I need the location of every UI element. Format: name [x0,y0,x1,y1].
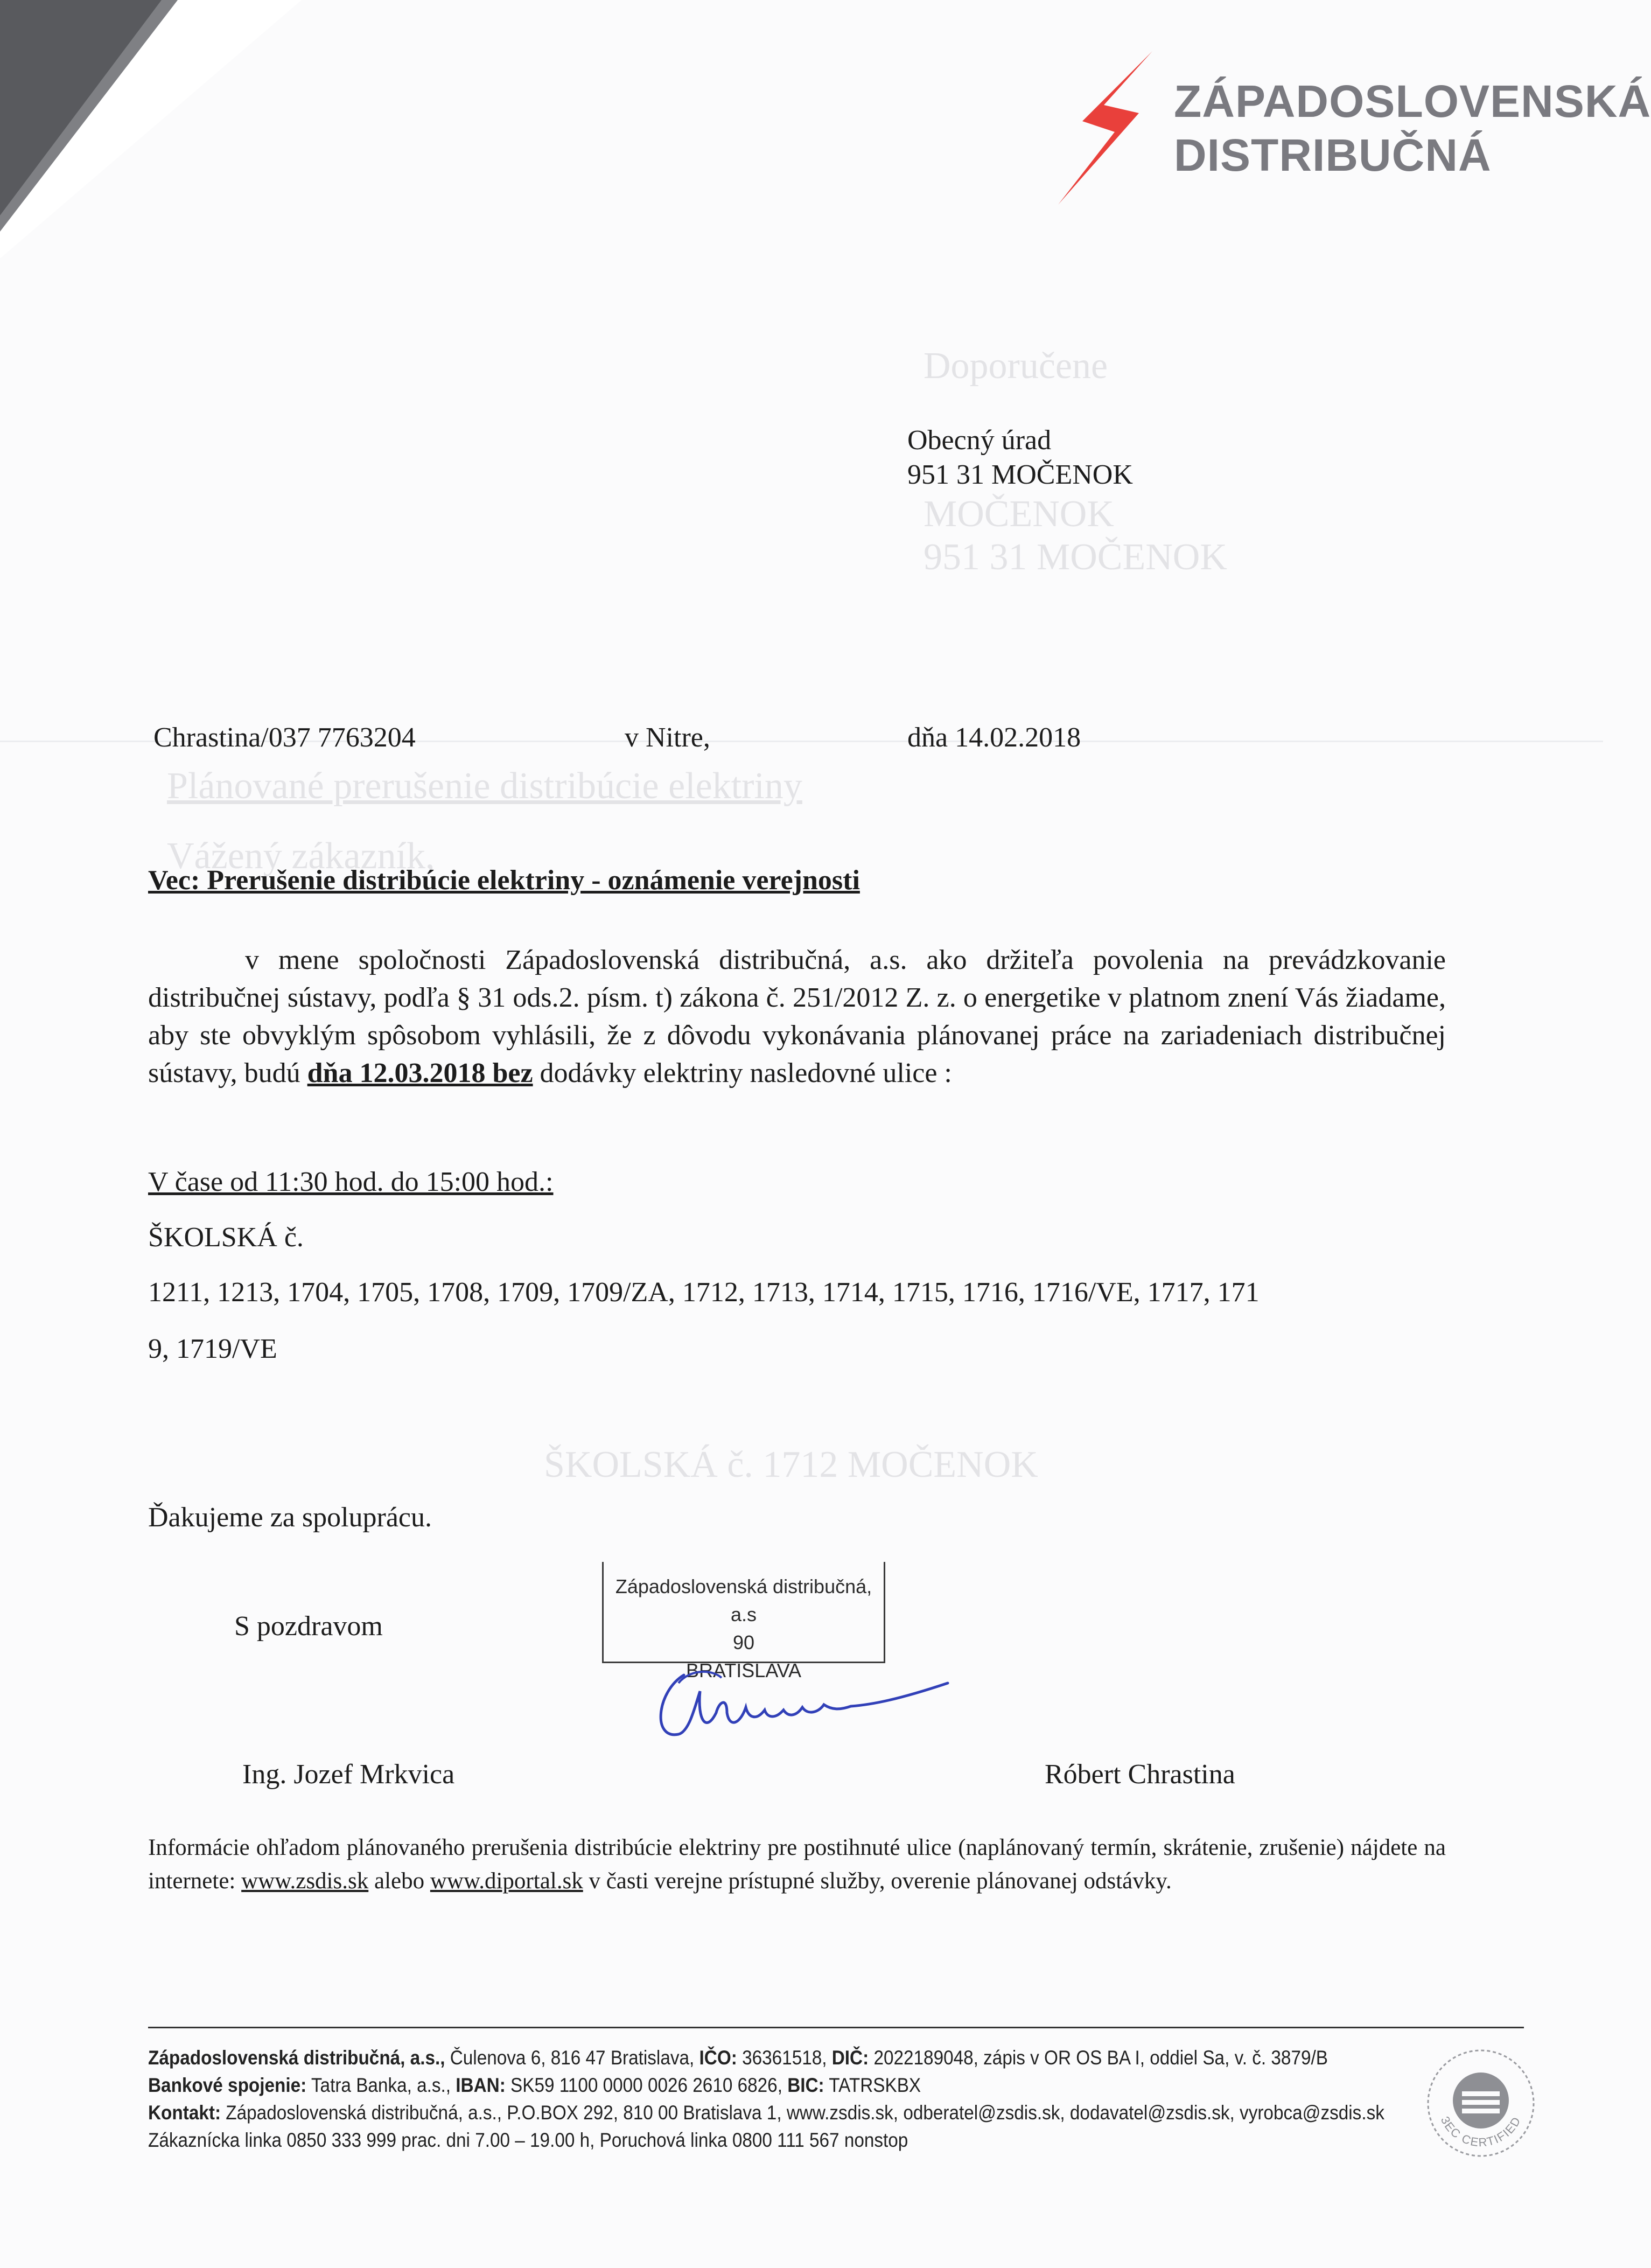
info-text-mid: alebo [374,1868,425,1894]
footer-line-bank: Bankové spojenie: Tatra Banka, a.s., IBAN: SK59 1100 0000 0026 2610 6826, BIC: TATRSKBX [148,2074,921,2096]
bleed-through-line: 951 31 MOČENOK [924,536,1227,578]
stamp-city: BRATISLAVA [685,1659,802,1681]
company-logo-name-line2: DISTRIBUČNÁ [1174,130,1492,180]
signatory-left: Ing. Jozef Mrkvica [242,1759,455,1790]
company-stamp [602,1562,885,1681]
company-footer [148,2044,1384,2154]
bleed-through-line: Doporučene [924,345,1108,387]
recipient-name: Obecný úrad [907,425,1052,456]
certification-label: 3EC CERTIFIED [1438,2114,1524,2150]
body-text-part1: v mene spoločnosti Západoslovenská distribučná, a.s. ako držiteľa povolenia na prevádzkovanie distribučnej sústavy, podľa § 31 ods.2. písm. t) zákona č. 251/2012 Z. z. o energetike v platnom znení Vás žiadame, aby ste obvyklým spôsobom vyhlásili, že z dôvodu vykonávania plánovanej práce na zariadeniach distribučnej sústavy, budú [148,945,1446,1088]
certification-seal-icon [1422,2044,1540,2162]
body-text-part2: dodávky elektriny nasledovné ulice : [540,1058,952,1088]
letter-subject: Vec: Prerušenie distribúcie elektriny - oznámenie verejnosti [148,865,860,896]
bleed-through-line: Vážený zákazník, [167,835,435,877]
reference-contact: Chrastina/037 7763204 [153,722,416,753]
lightning-bolt-icon [1058,51,1166,205]
bleed-through-line: ŠKOLSKÁ č. 1712 MOČENOK [544,1444,1038,1485]
footer-line-company: Západoslovenská distribučná, a.s., Čulenova 6, 816 47 Bratislava, IČO: 36361518, DIČ: 2022189048, zápis v OR OS BA I, oddiel Sa, v. č. 3879/B [148,2047,1328,2069]
signatory-right: Róbert Chrastina [1045,1759,1235,1790]
letter-body [148,941,1446,1092]
recipient-address: 951 31 MOČENOK [907,459,1133,490]
diportal-link[interactable]: www.diportal.sk [430,1868,583,1894]
folded-corner [0,0,302,259]
outage-street: ŠKOLSKÁ č. [148,1222,304,1253]
greeting-text: S pozdravom [234,1611,383,1642]
footer-line-hotline: Zákaznícka linka 0850 333 999 prac. dni 7.00 – 19.00 h, Poruchová linka 0800 111 567 nonstop [148,2129,908,2151]
footer-line-contact: Kontakt: Západoslovenská distribučná, a.s., P.O.BOX 292, 810 00 Bratislava 1, www.zsdis.sk, odberatel@zsdis.sk, dodavatel@zsdis.sk, vyrobca@zsdis.sk [148,2102,1384,2124]
stamp-number: 90 [732,1631,755,1653]
outage-time-window: V čase od 11:30 hod. do 15:00 hod.: [148,1167,554,1197]
outage-house-numbers-line2: 9, 1719/VE [148,1334,277,1364]
info-paragraph [148,1831,1446,1898]
handwritten-signature [646,1659,969,1745]
outage-house-numbers-line1: 1211, 1213, 1704, 1705, 1708, 1709, 1709/ZA, 1712, 1713, 1714, 1715, 1716, 1716/VE, 1717, 171 [148,1277,1260,1308]
thanks-text: Ďakujeme za spoluprácu. [148,1502,432,1533]
info-text-part1: Informácie ohľadom plánovaného prerušenia distribúcie elektriny pre postihnuté ulice (naplánovaný termín, skrátenie, zrušenie) nájdete na internete: [148,1835,1446,1894]
info-text-part2: v časti verejne prístupné služby, overenie plánovanej odstávky. [589,1868,1172,1894]
company-logo-name-line1: ZÁPADOSLOVENSKÁ [1174,76,1651,127]
bleed-through-line: Plánované prerušenie distribúcie elektriny [167,765,802,807]
zsdis-link[interactable]: www.zsdis.sk [241,1868,369,1894]
reference-date: dňa 14.02.2018 [907,722,1081,753]
reference-place: v Nitre, [625,722,710,753]
footer-divider [148,2027,1524,2028]
bleed-through-line: MOČENOK [924,493,1114,535]
outage-date-highlight: dňa 12.03.2018 bez [307,1058,533,1088]
stamp-company: Západoslovenská distribučná, a.s [615,1575,872,1625]
